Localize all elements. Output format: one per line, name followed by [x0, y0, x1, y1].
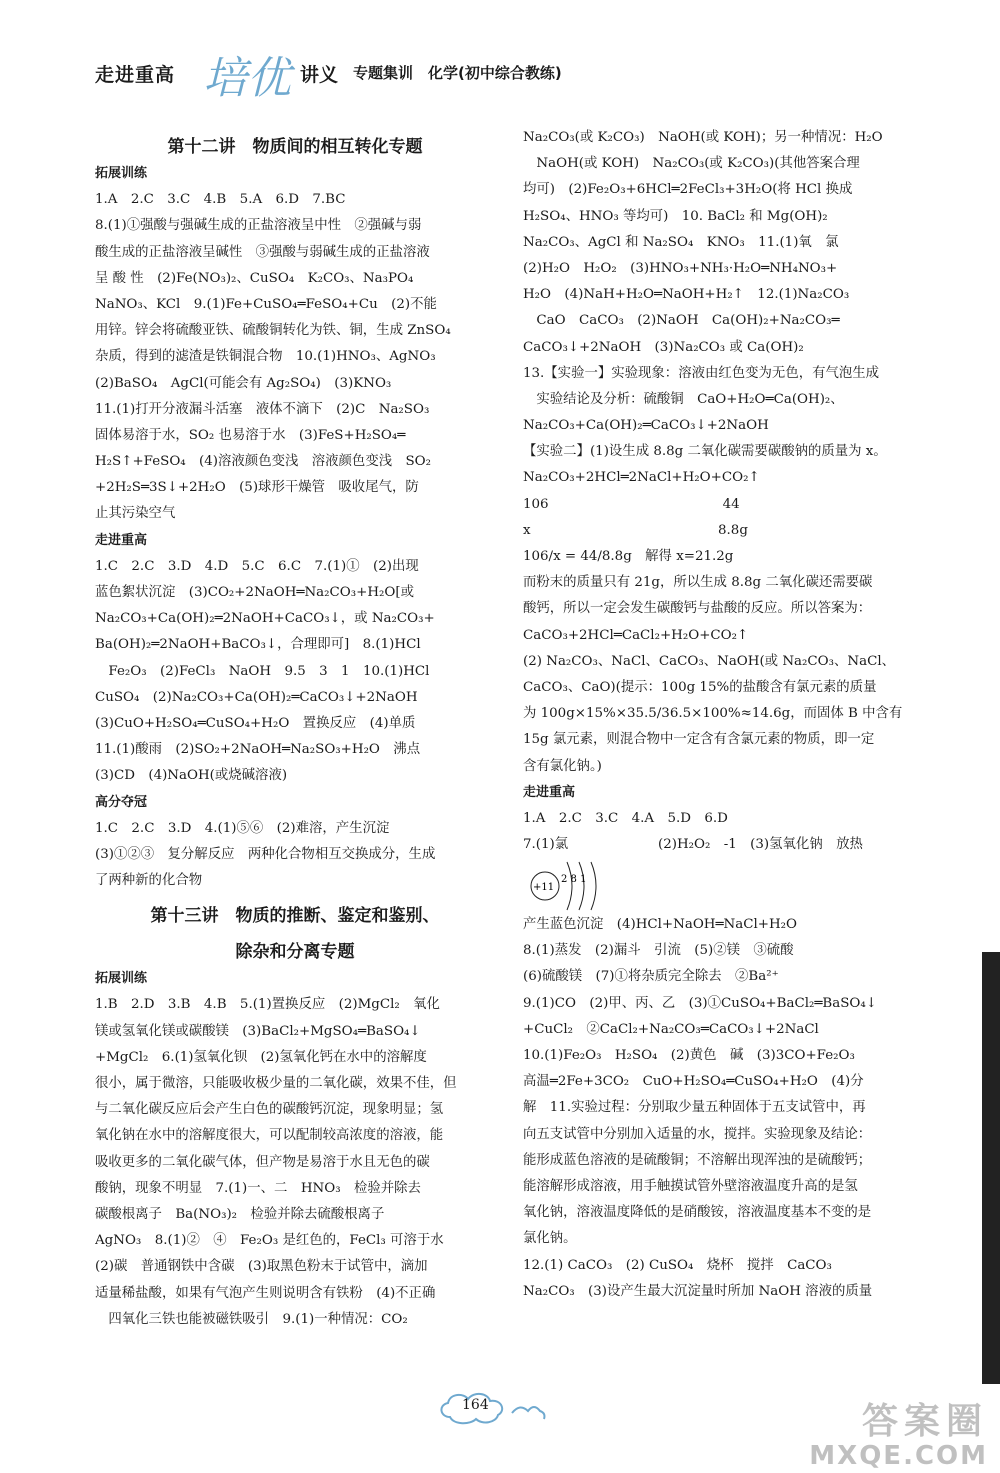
answer-line: +CuCl₂ ②CaCl₂+Na₂CO₃═CaCO₃↓+2NaCl	[523, 1021, 819, 1037]
answer-line: CaO CaCO₃ (2)NaOH Ca(OH)₂+Na₂CO₃═	[523, 313, 840, 329]
answer-line: 与二氧化碳反应后会产生白色的碳酸钙沉淀，现象明显；氢	[95, 1102, 444, 1118]
answer-line: 11.(1)打开分液漏斗活塞 液体不滴下 (2)C Na₂SO₃	[95, 401, 430, 417]
answer-line: (3)CD (4)NaOH(或烧碱溶液)	[95, 768, 288, 784]
page-number-badge	[430, 1385, 560, 1445]
watermark	[809, 1401, 988, 1473]
page-number: 164	[462, 1397, 489, 1413]
nucleus-charge: +11	[533, 882, 555, 894]
answer-line: 酸钙，所以一定会发生碳酸钙与盐酸的反应。所以答案为：	[523, 601, 872, 617]
answer-line: 氯化钠。	[523, 1231, 577, 1247]
answer-line: 解 11.实验过程：分别取少量五种固体于五支试管中，再	[523, 1100, 866, 1116]
answer-line: Na₂CO₃ (3)设产生最大沉淀量时所加 NaOH 溶液的质量	[523, 1283, 873, 1299]
answer-line: (2)碳 普通钢铁中含碳 (3)取黑色粉末于试管中，滴加	[95, 1259, 428, 1275]
answer-line: 106/x = 44/8.8g 解得 x=21.2g	[523, 549, 734, 564]
answer-line: x 8.8g	[523, 522, 748, 538]
answer-line: H₂S↑+FeSO₄ (4)溶液颜色变浅 溶液颜色变浅 SO₂	[95, 454, 432, 470]
answer-line: 酸生成的正盐溶液呈碱性 ③强酸与弱碱生成的正盐溶液	[95, 244, 430, 260]
series-title: 走进重高	[95, 64, 176, 86]
section-heading: 走进重高	[95, 532, 148, 548]
answer-line: +MgCl₂ 6.(1)氢氧化钡 (2)氢氧化钙在水中的溶解度	[95, 1049, 427, 1065]
answer-line: 而粉末的质量只有 21g，所以生成 8.8g 二氧化碳还需要碳	[523, 575, 873, 591]
answer-line: 实验结论及分析：硫酸铜 CaO+H₂O═Ca(OH)₂、	[523, 391, 844, 407]
answer-line: 固体易溶于水，SO₂ 也易溶于水 (3)FeS+H₂SO₄═	[95, 427, 406, 443]
answer-line: 15g 氯元素，则混合物中一定含有含氯元素的物质，即一定	[523, 732, 875, 748]
answer-line: 呈 酸 性 (2)Fe(NO₃)₂、CuSO₄ K₂CO₃、Na₃PO₄	[95, 270, 414, 286]
watermark-line1: 答案圈	[861, 1401, 988, 1442]
answer-line: 产生蓝色沉淀 (4)HCl+NaOH═NaCl+H₂O	[523, 917, 798, 933]
answer-line: 镁或氢氧化镁或碳酸镁 (3)BaCl₂+MgSO₄═BaSO₄↓	[95, 1023, 421, 1039]
answer-line: 四氧化三铁也能被磁铁吸引 9.(1)一种情况：CO₂	[95, 1311, 408, 1327]
right-column	[523, 125, 920, 1385]
answer-line: 氧化钠，溶液温度降低的是硝酸铵，溶液温度基本不变的是	[523, 1205, 872, 1221]
answer-line: 均可) (2)Fe₂O₃+6HCl═2FeCl₃+3H₂O(将 HCl 换成	[523, 182, 853, 198]
answer-line: NaOH(或 KOH) Na₂CO₃(或 K₂CO₃)(其他答案合理	[523, 156, 860, 172]
answer-line: (2)H₂O H₂O₂ (3)HNO₃+NH₃·H₂O═NH₄NO₃+	[523, 260, 838, 276]
answer-line: (2) Na₂CO₃、NaCl、CaCO₃、NaOH(或 Na₂CO₃、NaCl、	[523, 653, 896, 669]
answer-line: 用锌。锌会将硫酸亚铁、硫酸铜转化为铁、铜，生成 ZnSO₄	[95, 323, 451, 339]
answer-line: 适量稀盐酸，如果有气泡产生则说明含有铁粉 (4)不正确	[95, 1285, 436, 1301]
lecture-title: 除杂和分离专题	[235, 942, 355, 963]
answer-line: 9.(1)CO (2)甲、丙、乙 (3)①CuSO₄+BaCl₂═BaSO₄↓	[523, 995, 877, 1011]
answer-line: 1.C 2.C 3.D 4.(1)⑤⑥ (2)难溶，产生沉淀	[95, 820, 390, 836]
answer-line: 1.B 2.D 3.B 4.B 5.(1)置换反应 (2)MgCl₂ 氧化	[95, 997, 440, 1013]
answer-line: 向五支试管中分别加入适量的水，搅拌。实验现象及结论：	[523, 1126, 872, 1142]
sodium-atom-diagram-icon	[523, 850, 633, 924]
answer-line: CaCO₃+2HCl═CaCl₂+H₂O+CO₂↑	[523, 627, 749, 643]
answer-line: 10.(1)Fe₂O₃ H₂SO₄ (2)黄色 碱 (3)3CO+Fe₂O₃	[523, 1048, 855, 1063]
answer-line: +2H₂S═3S↓+2H₂O (5)球形干燥管 吸收尾气，防	[95, 480, 419, 496]
answer-line: 7.(1)氯	[523, 837, 569, 853]
answer-line: 很小，属于微溶，只能吸收极少量的二氧化碳，效果不佳，但	[95, 1076, 457, 1091]
answer-line: 碳酸根离子 Ba(NO₃)₂ 检验并除去硫酸根离子	[95, 1206, 385, 1222]
section-heading: 拓展训练	[95, 166, 148, 181]
answer-line: Na₂CO₃+Ca(OH)₂═CaCO₃↓+2NaOH	[523, 418, 769, 434]
answer-line: CuSO₄ (2)Na₂CO₃+Ca(OH)₂═CaCO₃↓+2NaOH	[95, 689, 418, 705]
answer-line: 8.(1)①强酸与强碱生成的正盐溶液呈中性 ②强碱与弱	[95, 218, 422, 234]
answer-line: 【实验二】(1)设生成 8.8g 二氧化碳需要碳酸钠的质量为 x。	[523, 444, 887, 460]
answer-line: Na₂CO₃、AgCl 和 Na₂SO₄ KNO₃ 11.(1)氧 氯	[523, 234, 839, 250]
answer-line: 12.(1) CaCO₃ (2) CuSO₄ 烧杯 搅拌 CaCO₃	[523, 1257, 832, 1273]
answer-line: 氧化钠在水中的溶解度很大，可以配制较高浓度的溶液，能	[95, 1128, 444, 1144]
answer-line: 1.C 2.C 3.D 4.D 5.C 6.C 7.(1)① (2)出现	[95, 558, 419, 574]
answer-line: 含有氯化钠。)	[523, 758, 602, 774]
answer-line: H₂SO₄、HNO₃ 等均可) 10. BaCl₂ 和 Mg(OH)₂	[523, 208, 828, 224]
answer-line: 能形成蓝色溶液的是硫酸铜；不溶解出现浑浊的是硫酸钙；	[523, 1152, 872, 1168]
answer-line: Ba(OH)₂═2NaOH+BaCO₃↓，合理即可] 8.(1)HCl	[95, 637, 421, 653]
electron-shells: 2 8 1	[561, 874, 587, 886]
answer-line: 高温═2Fe+3CO₂ CuO+H₂SO₄═CuSO₄+H₂O (4)分	[523, 1074, 864, 1090]
answer-line: 1.A 2.C 3.C 4.B 5.A 6.D 7.BC	[95, 192, 346, 208]
answer-line: NaNO₃、KCl 9.(1)Fe+CuSO₄═FeSO₄+Cu (2)不能	[95, 296, 437, 312]
answer-line: 蓝色絮状沉淀 (3)CO₂+2NaOH═Na₂CO₃+H₂O[或	[95, 585, 414, 600]
answer-line: 杂质，得到的滤渣是铁铜混合物 10.(1)HNO₃、AgNO₃	[95, 349, 436, 365]
answer-line: (6)硫酸镁 (7)①将杂质完全除去 ②Ba²⁺	[523, 969, 779, 985]
answer-line: (2)BaSO₄ AgCl(可能会有 Ag₂SO₄) (3)KNO₃	[95, 375, 392, 391]
answer-line: 为 100g×15%×35.5/36.5×100%≈14.6g，而固体 B 中含有	[523, 706, 903, 722]
answer-line: 11.(1)酸雨 (2)SO₂+2NaOH═Na₂SO₃+H₂O 沸点	[95, 742, 421, 758]
answer-line: CaCO₃、CaO)(提示：100g 15%的盐酸含有氯元素的质量	[523, 679, 877, 695]
answer-line: Na₂CO₃+Ca(OH)₂═2NaOH+CaCO₃↓，或 Na₂CO₃+	[95, 611, 435, 627]
answer-line: (3)CuO+H₂SO₄═CuSO₄+H₂O 置换反应 (4)单质	[95, 715, 416, 731]
answer-line: H₂O (4)NaH+H₂O═NaOH+H₂↑ 12.(1)Na₂CO₃	[523, 287, 850, 303]
atom-structure-answer	[523, 832, 920, 912]
watermark-line2: MXQE.COM	[809, 1441, 988, 1471]
answer-line: 了两种新的化合物	[95, 873, 203, 889]
answer-line: (2)H₂O₂ -1 (3)氢氧化钠 放热	[658, 837, 863, 853]
section-heading: 走进重高	[523, 784, 576, 800]
answer-line: 止其污染空气	[95, 506, 176, 522]
jiangyi-label: 讲义	[300, 64, 339, 86]
answer-line: Fe₂O₃ (2)FeCl₃ NaOH 9.5 3 1 10.(1)HCl	[95, 663, 430, 679]
answer-line: CaCO₃↓+2NaOH (3)Na₂CO₃ 或 Ca(OH)₂	[523, 339, 804, 355]
answer-line: Na₂CO₃+2HCl═2NaCl+H₂O+CO₂↑	[523, 470, 760, 486]
book-subtitle: 专题集训 化学(初中综合教练)	[353, 64, 562, 82]
answer-line: 1.A 2.C 3.C 4.A 5.D 6.D	[523, 810, 728, 826]
answer-line: (3)①②③ 复分解反应 两种化合物相互交换成分，生成	[95, 846, 436, 862]
answer-line: 8.(1)蒸发 (2)漏斗 引流 (5)②镁 ③硫酸	[523, 943, 794, 959]
answer-line: 吸收更多的二氧化碳气体，但产物是易溶于水且无色的碳	[95, 1154, 430, 1170]
lecture-title: 第十三讲 物质的推断、鉴定和鉴别、	[150, 906, 440, 927]
brand-logo: 培优	[203, 53, 291, 104]
answer-line: 能溶解形成溶液，用手触摸试管外壁溶液温度升高的是氢	[523, 1178, 858, 1194]
edge-tab	[982, 952, 1000, 1384]
answer-line: 13.【实验一】实验现象：溶液由红色变为无色，有气泡生成	[523, 365, 880, 381]
section-heading: 高分夺冠	[95, 794, 148, 810]
left-column	[95, 125, 495, 1385]
section-heading: 拓展训练	[95, 971, 148, 987]
answer-line: AgNO₃ 8.(1)② ④ Fe₂O₃ 是红色的，FeCl₃ 可溶于水	[95, 1233, 444, 1249]
answer-line: 酸钠，现象不明显 7.(1)一、二 HNO₃ 检验并除去	[95, 1180, 421, 1196]
answer-line: Na₂CO₃(或 K₂CO₃) NaOH(或 KOH)；另一种情况：H₂O	[523, 130, 883, 145]
answer-line: 106 44	[523, 496, 740, 512]
cloud-ornament-icon	[430, 1385, 560, 1435]
lecture-title: 第十二讲 物质间的相互转化专题	[167, 137, 423, 157]
